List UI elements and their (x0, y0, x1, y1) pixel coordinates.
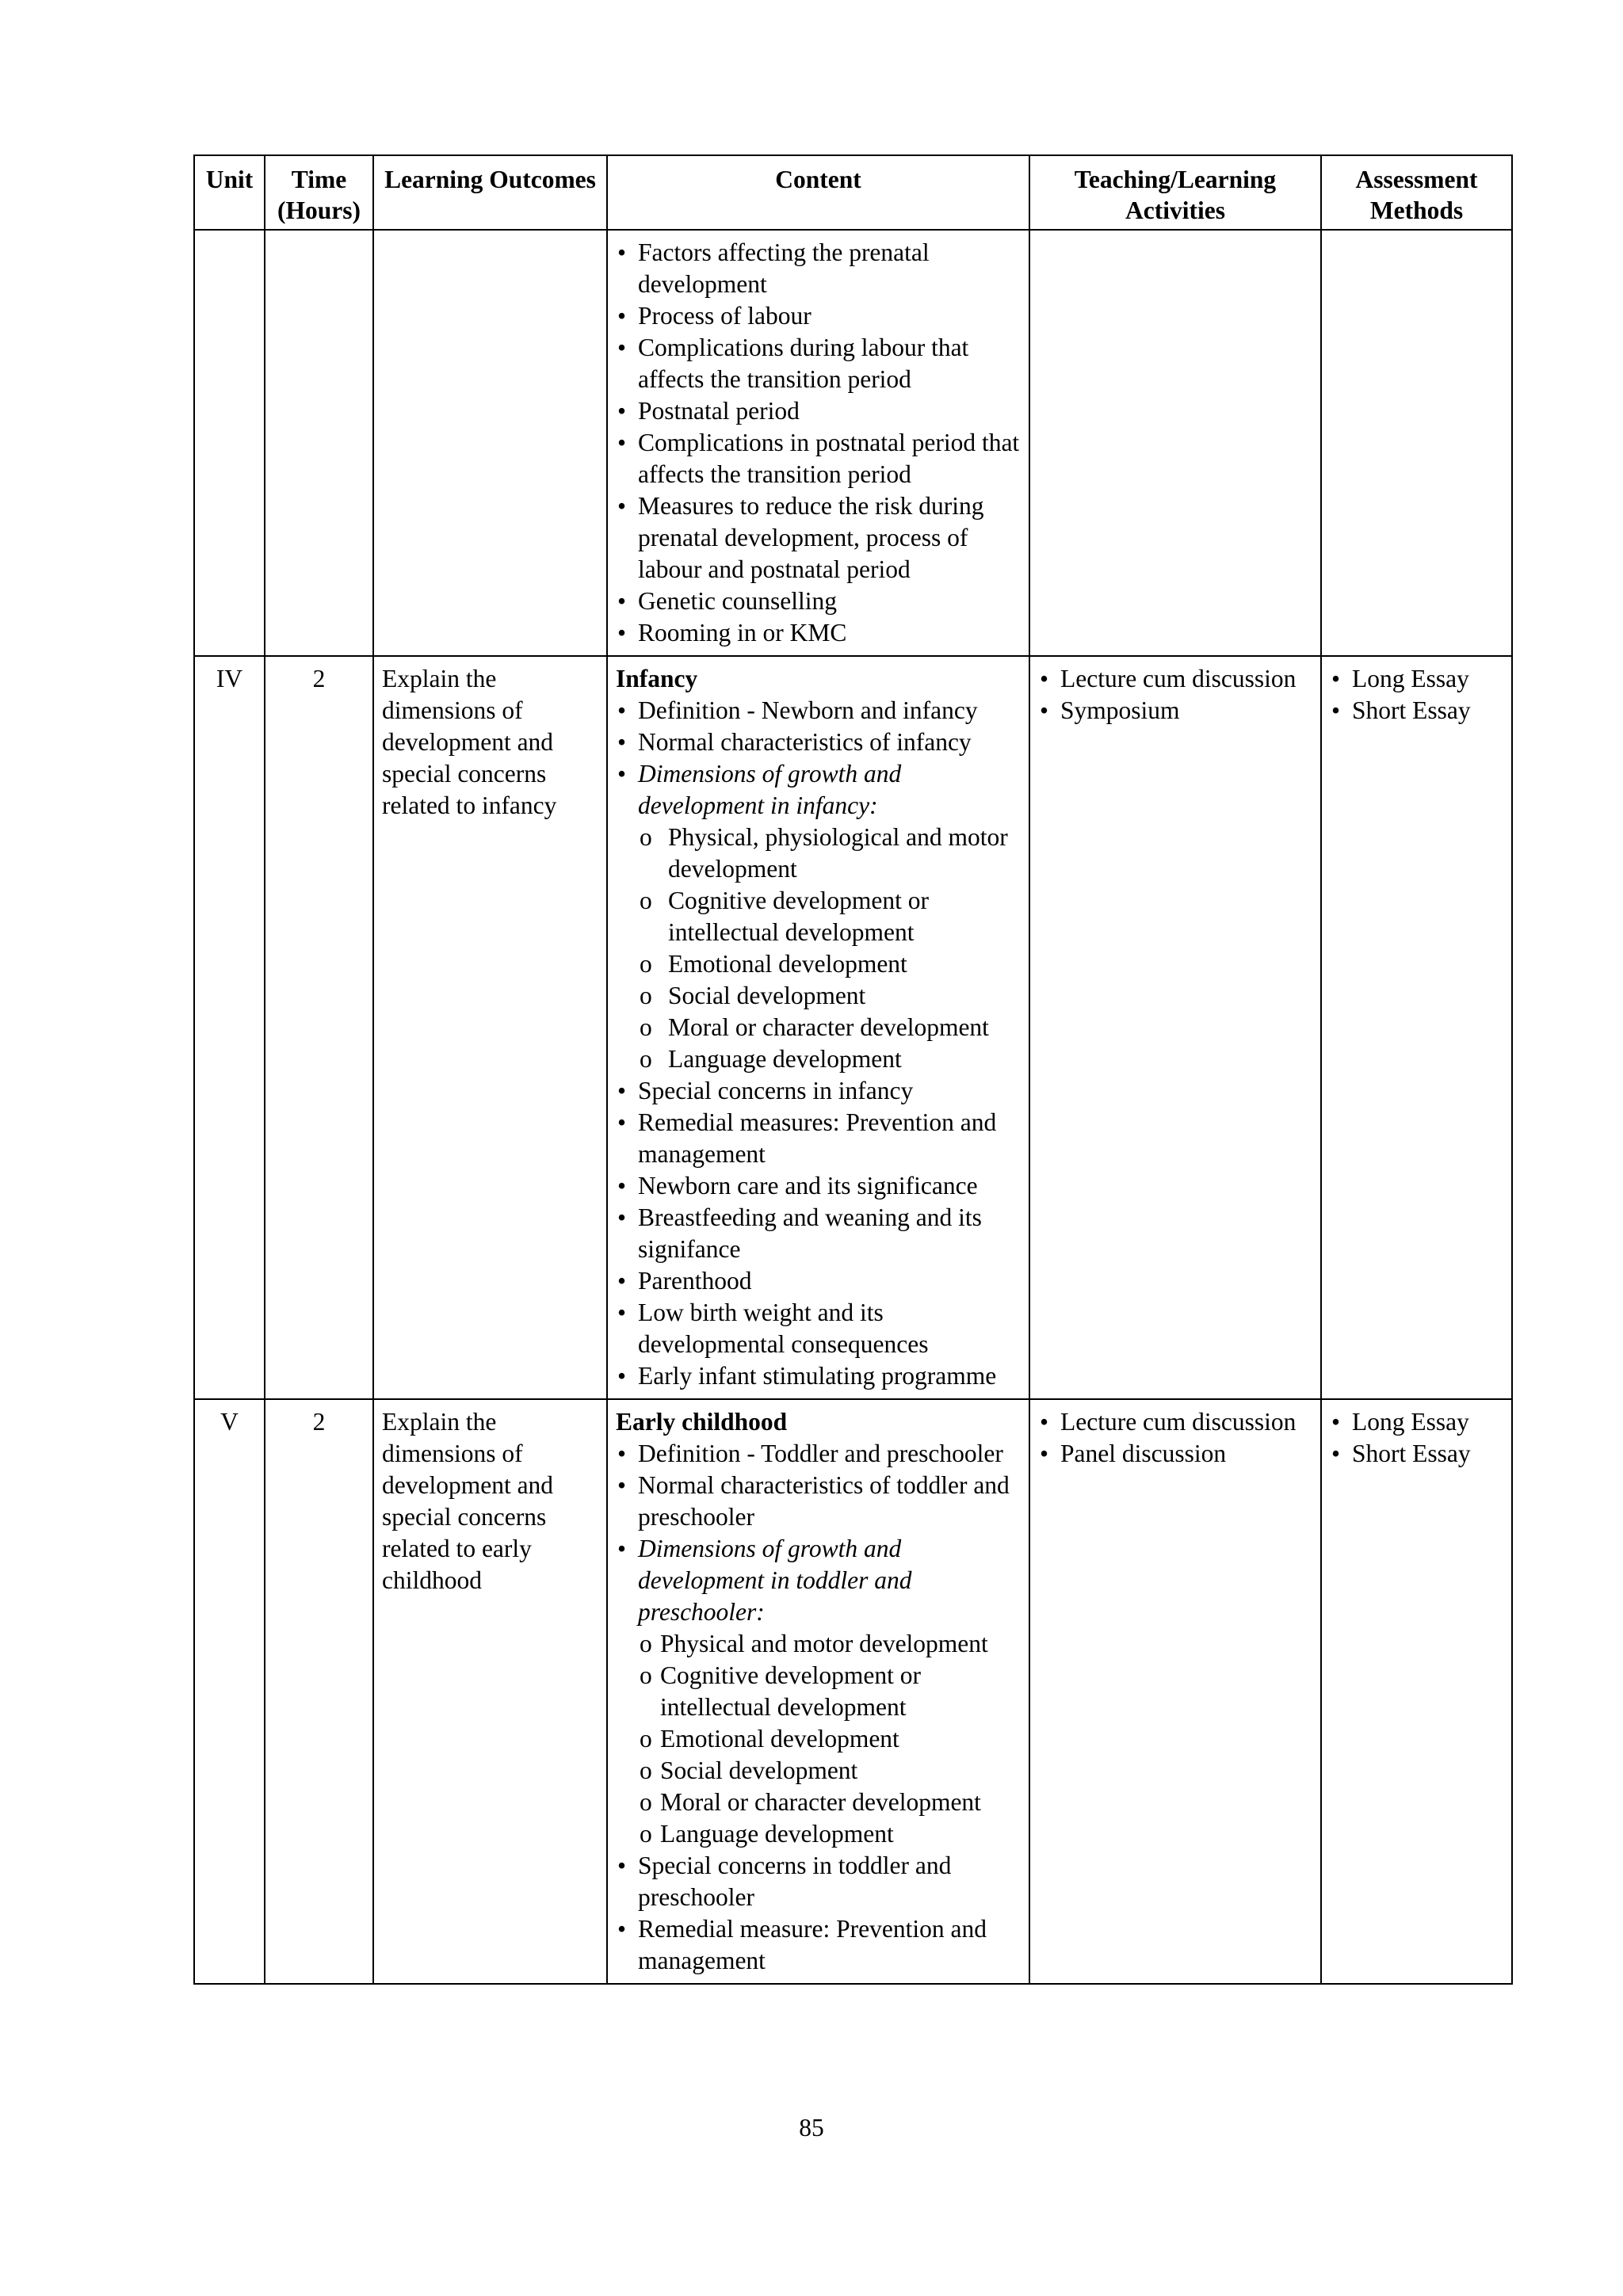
assessment-cell (1321, 230, 1512, 656)
content-list (616, 695, 1021, 1392)
content-title: Infancy (616, 665, 698, 692)
list-item: • Rooming in or KMC (616, 617, 1021, 649)
assessment-list (1330, 1406, 1503, 1470)
table-row-unit-v (194, 1399, 1512, 1984)
dimensions-heading: Dimensions of growth and development in infancy: (638, 760, 902, 819)
list-item: • Definition - Toddler and preschooler (616, 1438, 1021, 1470)
sub-list-item: o Emotional development (638, 1723, 1021, 1755)
header-assessment-methods: Assessment Methods (1321, 155, 1512, 230)
list-item: • Lecture cum discussion (1038, 663, 1312, 695)
syllabus-table (193, 154, 1513, 1985)
list-item: • Complications during labour that affects the transition period (616, 332, 1021, 395)
list-item: • Measures to reduce the risk during prenatal development, process of labour and postnatal period (616, 490, 1021, 585)
sub-list (638, 822, 1021, 1075)
header-content: Content (607, 155, 1029, 230)
activities-list (1038, 663, 1312, 727)
activities-list (1038, 1406, 1312, 1470)
list-item: • Early infant stimulating programme (616, 1360, 1021, 1392)
content-title: Early childhood (616, 1408, 788, 1436)
unit-cell (194, 230, 265, 656)
list-item: • Parenthood (616, 1265, 1021, 1297)
sub-list-item: o Moral or character development (638, 1787, 1021, 1818)
list-item: • Genetic counselling (616, 585, 1021, 617)
list-item (616, 1533, 1021, 1850)
list-item: • Short Essay (1330, 1438, 1503, 1470)
header-unit: Unit (194, 155, 265, 230)
header-learning-outcomes: Learning Outcomes (373, 155, 607, 230)
list-item: • Remedial measures: Prevention and management (616, 1107, 1021, 1170)
unit-cell: V (194, 1399, 265, 1984)
sub-list-item: o Cognitive development or intellectual development (638, 1660, 1021, 1723)
list-item (616, 758, 1021, 1075)
content-list (616, 1438, 1021, 1977)
list-item: • Newborn care and its significance (616, 1170, 1021, 1202)
sub-list-item: o Moral or character development (638, 1012, 1021, 1043)
time-cell: 2 (265, 656, 373, 1399)
time-cell: 2 (265, 1399, 373, 1984)
header-teaching-activities: Teaching/Learning Activities (1029, 155, 1321, 230)
sub-list-item: o Physical and motor development (638, 1628, 1021, 1660)
sub-list (638, 1628, 1021, 1850)
sub-list-item: o Emotional development (638, 948, 1021, 980)
content-cell (607, 656, 1029, 1399)
assessment-cell (1321, 1399, 1512, 1984)
list-item: • Low birth weight and its developmental consequences (616, 1297, 1021, 1360)
list-item: • Factors affecting the prenatal development (616, 237, 1021, 300)
sub-list-item: o Physical, physiological and motor development (638, 822, 1021, 885)
list-item: • Postnatal period (616, 395, 1021, 427)
outcomes-cell: Explain the dimensions of development and special concerns related to infancy (373, 656, 607, 1399)
dimensions-heading: Dimensions of growth and development in toddler and preschooler: (638, 1535, 912, 1626)
header-time: Time (Hours) (265, 155, 373, 230)
sub-list-item: o Social development (638, 980, 1021, 1012)
page-number: 85 (799, 2114, 824, 2142)
content-cell (607, 230, 1029, 656)
content-list (616, 237, 1021, 649)
outcomes-cell (373, 230, 607, 656)
activities-cell (1029, 1399, 1321, 1984)
list-item: • Symposium (1038, 695, 1312, 727)
list-item: • Long Essay (1330, 1406, 1503, 1438)
assessment-list (1330, 663, 1503, 727)
time-cell (265, 230, 373, 656)
list-item: • Remedial measure: Prevention and management (616, 1913, 1021, 1977)
header-row (194, 155, 1512, 230)
activities-cell (1029, 230, 1321, 656)
unit-cell: IV (194, 656, 265, 1399)
list-item: • Complications in postnatal period that affects the transition period (616, 427, 1021, 490)
sub-list-item: o Language development (638, 1818, 1021, 1850)
sub-list-item: o Cognitive development or intellectual development (638, 885, 1021, 948)
list-item: • Process of labour (616, 300, 1021, 332)
list-item: • Normal characteristics of infancy (616, 727, 1021, 758)
activities-cell (1029, 656, 1321, 1399)
list-item: • Special concerns in infancy (616, 1075, 1021, 1107)
sub-list-item: o Language development (638, 1043, 1021, 1075)
list-item: • Breastfeeding and weaning and its signifance (616, 1202, 1021, 1265)
assessment-cell (1321, 656, 1512, 1399)
list-item: • Short Essay (1330, 695, 1503, 727)
list-item: • Panel discussion (1038, 1438, 1312, 1470)
list-item: • Definition - Newborn and infancy (616, 695, 1021, 727)
sub-list-item: o Social development (638, 1755, 1021, 1787)
list-item: • Special concerns in toddler and preschooler (616, 1850, 1021, 1913)
table-row-unit-iv (194, 656, 1512, 1399)
content-cell (607, 1399, 1029, 1984)
list-item: • Long Essay (1330, 663, 1503, 695)
list-item: • Lecture cum discussion (1038, 1406, 1312, 1438)
list-item: • Normal characteristics of toddler and preschooler (616, 1470, 1021, 1533)
table-row-continued (194, 230, 1512, 656)
outcomes-cell: Explain the dimensions of development and special concerns related to early childhood (373, 1399, 607, 1984)
